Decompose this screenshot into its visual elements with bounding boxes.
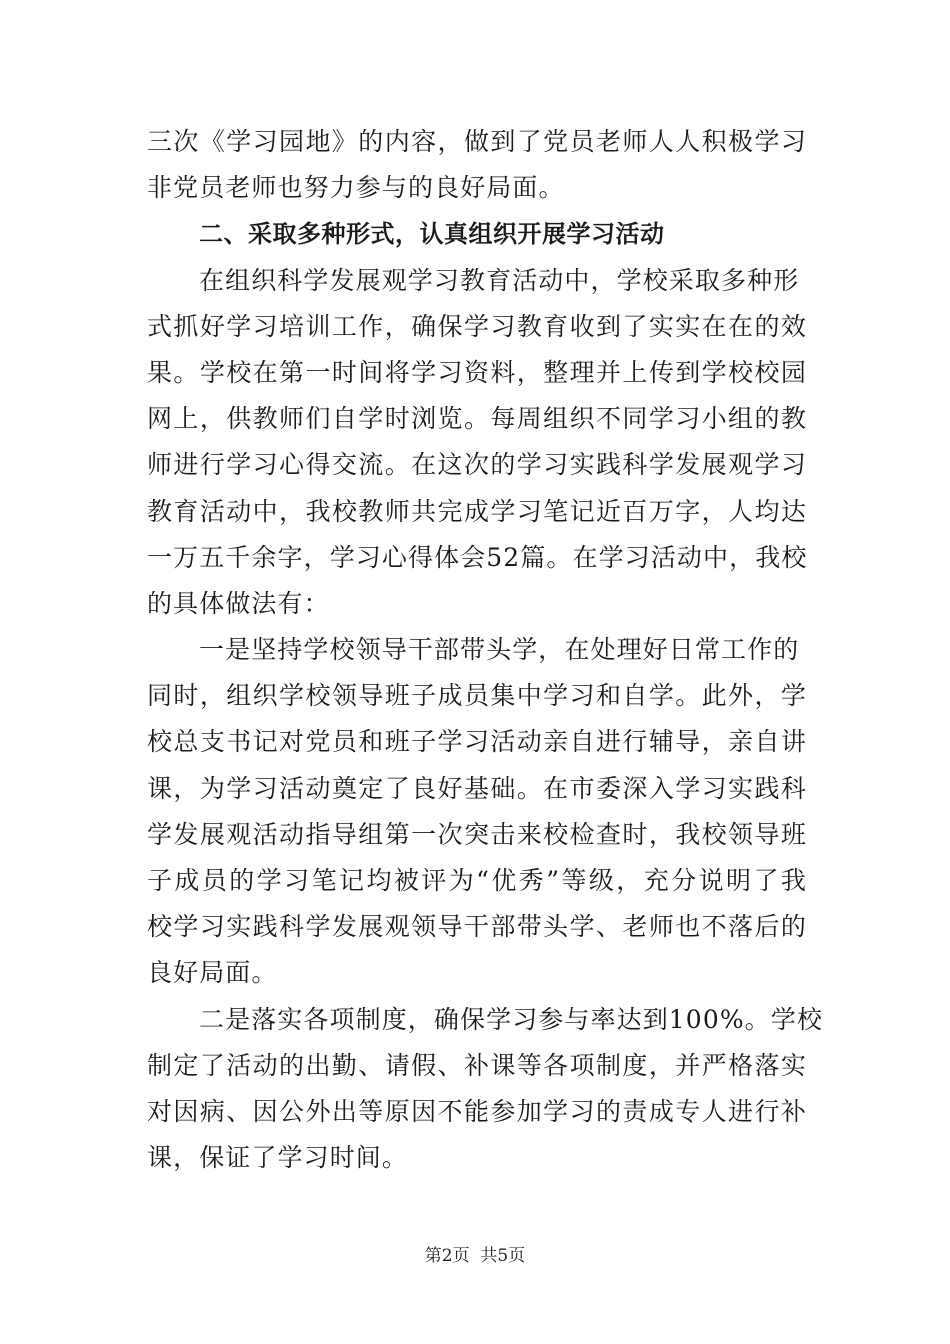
text-line: 式抓好学习培训工作，确保学习教育收到了实实在在的效 [147, 311, 807, 341]
text-line: 同时，组织学校领导班子成员集中学习和自学。此外，学 [147, 681, 807, 711]
paragraph-first-line: 一是坚持学校领导干部带头学，在处理好日常工作的 [199, 635, 800, 665]
text-line: 果。学校在第一时间将学习资料，整理并上传到学校校园 [147, 357, 807, 387]
text-line: 课，为学习活动奠定了良好基础。在市委深入学习实践科 [147, 773, 807, 803]
text-line: 非党员老师也努力参与的良好局面。 [147, 173, 565, 203]
text-line: 教育活动中，我校教师共完成学习笔记近百万字，人均达 [147, 496, 807, 526]
text-line: 对因病、因公外出等原因不能参加学习的责成专人进行补 [147, 1096, 807, 1126]
text-line: 良好局面。 [147, 958, 278, 988]
document-body [147, 119, 823, 1181]
text-line: 的具体做法有： [147, 588, 330, 618]
section-heading: 二、采取多种形式，认真组织开展学习活动 [199, 220, 665, 249]
text-line: 制定了活动的出勤、请假、补课等各项制度，并严格落实 [147, 1050, 807, 1080]
text-line: 校总支书记对党员和班子学习活动亲自进行辅导，亲自讲 [147, 727, 807, 757]
text-line: 三次《学习园地》的内容，做到了党员老师人人积极学习 [147, 127, 807, 156]
text-line: 网上，供教师们自学时浏览。每周组织不同学习小组的教 [147, 404, 807, 434]
paragraph-first-line: 在组织科学发展观学习教育活动中，学校采取多种形 [199, 265, 800, 295]
paragraph-first-line: 二是落实各项制度，确保学习参与率达到100%。学校 [199, 1004, 823, 1034]
text-line: 子成员的学习笔记均被评为“优秀”等级，充分说明了我 [147, 866, 807, 895]
text-line: 一万五千余字，学习心得体会52篇。在学习活动中，我校 [147, 542, 808, 572]
text-line: 校学习实践科学发展观领导干部带头学、老师也不落后的 [147, 912, 807, 942]
text-line: 课，保证了学习时间。 [147, 1143, 409, 1173]
text-line: 学发展观活动指导组第一次突击来校检查时，我校领导班 [147, 819, 807, 849]
text-line: 师进行学习心得交流。在这次的学习实践科学发展观学习 [147, 450, 807, 480]
page-number-footer: 第2页 共5页 [424, 1246, 526, 1266]
